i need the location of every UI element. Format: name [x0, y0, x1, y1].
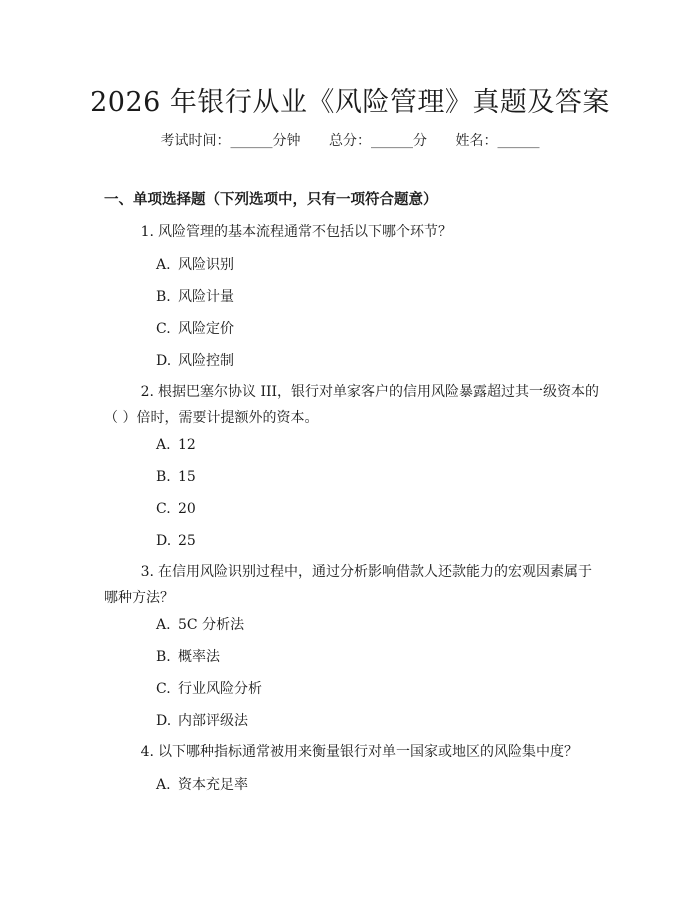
question-number: 2.: [140, 384, 154, 400]
option-text: 风险定价: [178, 321, 234, 337]
option-text: 12: [178, 437, 196, 453]
option-text: 风险控制: [178, 353, 234, 369]
option-letter: C.: [156, 681, 171, 697]
option-letter: A.: [156, 257, 171, 273]
option-d: [156, 711, 248, 731]
option-text: 5C 分析法: [178, 617, 245, 633]
question-number: 1.: [140, 224, 154, 240]
option-b: [156, 287, 234, 307]
option-letter: B.: [156, 289, 171, 305]
question-text: 风险管理的基本流程通常不包括以下哪个环节？: [158, 224, 452, 240]
option-text: 行业风险分析: [178, 681, 262, 697]
option-letter: A.: [156, 617, 171, 633]
option-letter: A.: [156, 777, 171, 793]
option-text: 风险识别: [178, 257, 234, 273]
option-c: [156, 319, 234, 339]
question-text: 根据巴塞尔协议 III，银行对单家客户的信用风险暴露超过其一级资本的（ ）倍时，需要计提额外的资本。: [104, 384, 600, 426]
question-number: 4.: [140, 744, 154, 760]
option-d: [156, 531, 196, 551]
option-a: [156, 615, 244, 635]
question-1: [104, 219, 604, 245]
total-score-field: 总分：______分: [329, 133, 427, 149]
option-letter: B.: [156, 469, 171, 485]
option-letter: B.: [156, 649, 171, 665]
option-letter: D.: [156, 713, 172, 729]
option-letter: C.: [156, 501, 171, 517]
candidate-name-field: 姓名：______: [455, 133, 540, 149]
option-d: [156, 351, 234, 371]
section-heading: 一、单项选择题（下列选项中，只有一项符合题意）: [104, 192, 438, 208]
option-text: 资本充足率: [178, 777, 248, 793]
question-4: [104, 739, 624, 765]
option-text: 25: [178, 533, 196, 549]
option-text: 概率法: [178, 649, 220, 665]
option-c: [156, 499, 196, 519]
option-letter: D.: [156, 533, 172, 549]
option-b: [156, 647, 220, 667]
question-text: 以下哪种指标通常被用来衡量银行对单一国家或地区的风险集中度？: [158, 744, 578, 760]
option-letter: D.: [156, 353, 172, 369]
exam-meta: [0, 130, 700, 150]
option-text: 风险计量: [178, 289, 234, 305]
exam-time-field: 考试时间：______分钟: [160, 133, 301, 149]
option-text: 15: [178, 469, 196, 485]
option-a: [156, 255, 234, 275]
document-title: 2026 年银行从业《风险管理》真题及答案: [90, 87, 610, 118]
option-letter: A.: [156, 437, 171, 453]
question-text: 在信用风险识别过程中，通过分析影响借款人还款能力的宏观因素属于哪种方法？: [104, 564, 592, 606]
question-number: 3.: [140, 564, 154, 580]
question-3: [104, 559, 604, 611]
option-text: 内部评级法: [178, 713, 248, 729]
option-a: [156, 775, 248, 795]
question-2: [104, 379, 604, 431]
option-letter: C.: [156, 321, 171, 337]
option-text: 20: [178, 501, 196, 517]
option-b: [156, 467, 196, 487]
option-c: [156, 679, 262, 699]
option-a: [156, 435, 196, 455]
